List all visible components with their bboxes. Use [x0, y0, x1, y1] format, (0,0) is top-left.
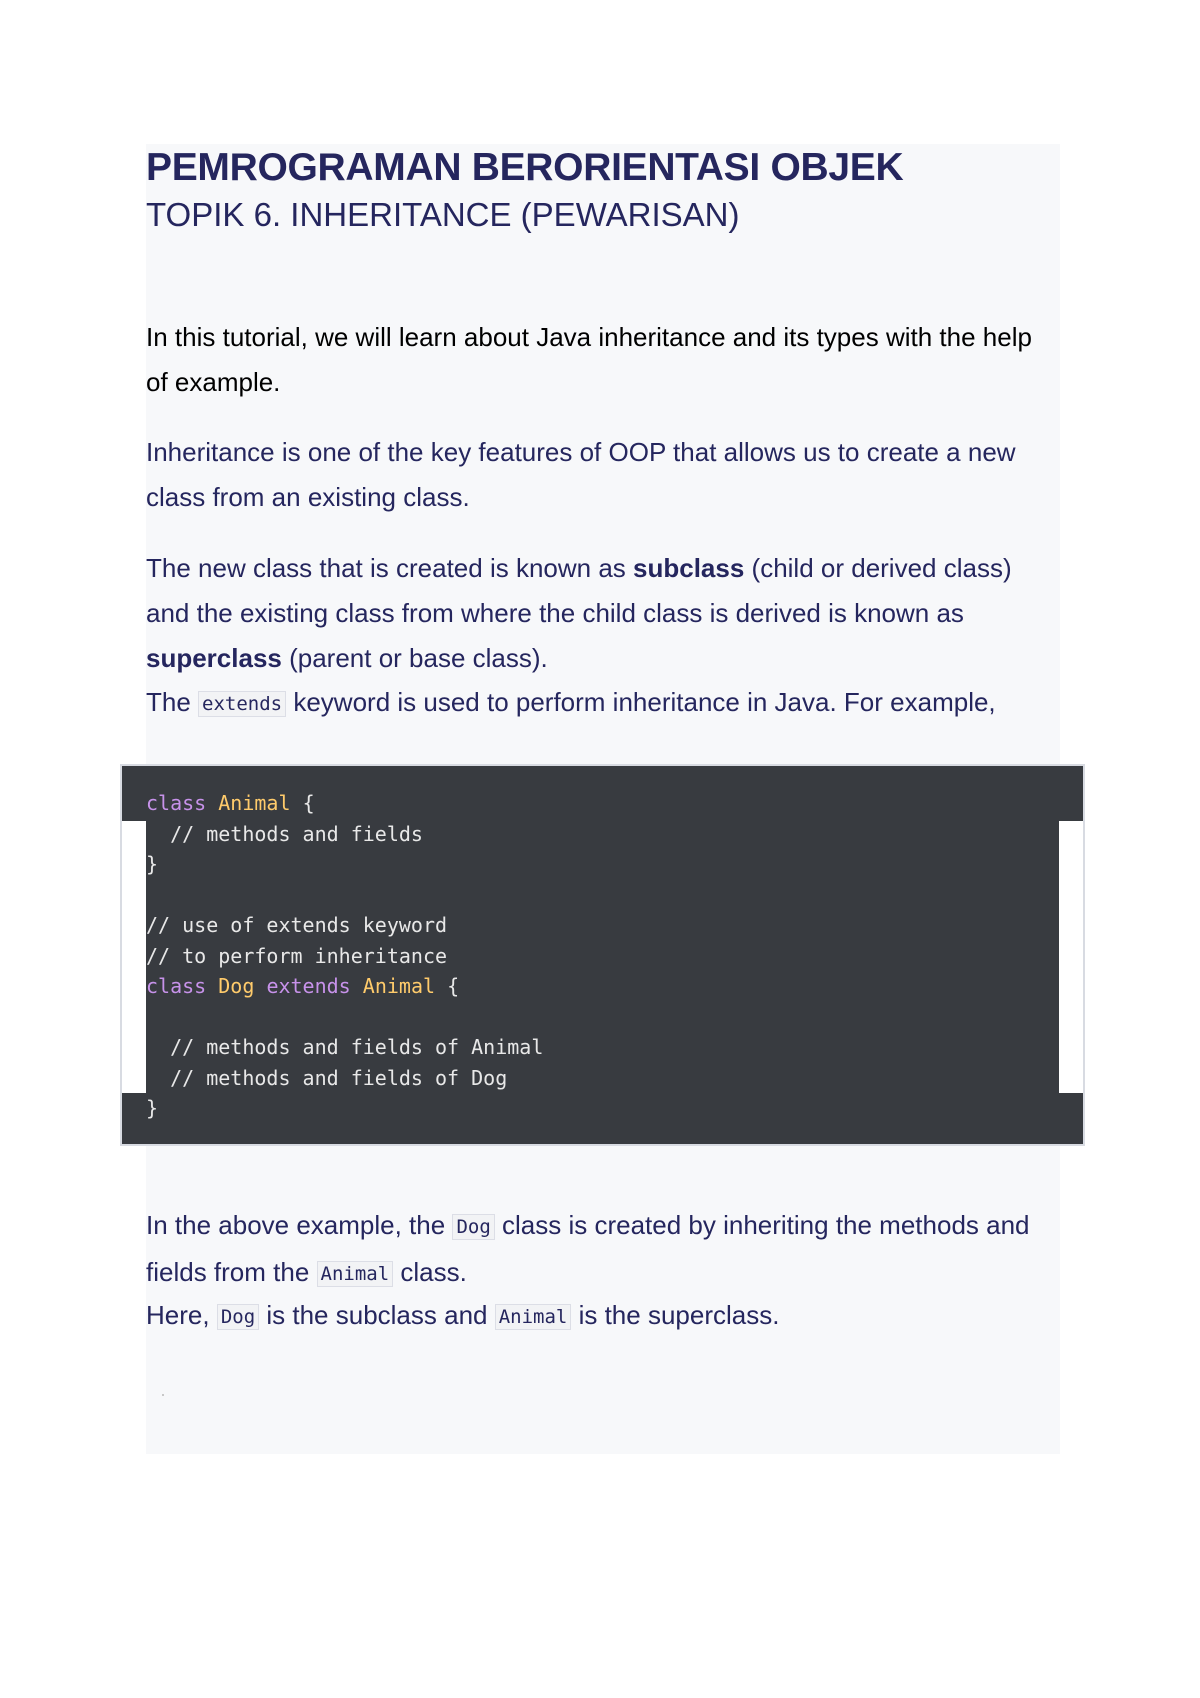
code-block-right-margin — [1059, 821, 1083, 1093]
subclass-text-2: (child or derived class) and the existing class from where the child class is derived is known as — [146, 553, 1012, 628]
code-class-name: Animal — [218, 791, 291, 815]
code-keyword: extends — [266, 974, 351, 998]
code-brace: } — [146, 1096, 159, 1120]
dog-code: Dog — [452, 1214, 494, 1240]
code-class-name: Dog — [218, 974, 255, 998]
dog-code: Dog — [217, 1304, 259, 1330]
stray-dot — [162, 1394, 164, 1396]
intro-paragraph: In this tutorial, we will learn about Java inheritance and its types with the help of example. — [146, 322, 1032, 397]
code-block-left-margin — [122, 821, 146, 1093]
code-block — [120, 764, 1085, 1146]
summary-text-1: Here, — [146, 1300, 217, 1330]
code-keyword: class — [146, 791, 207, 815]
extends-paragraph — [146, 680, 996, 727]
explain-text-3: class. — [393, 1257, 467, 1287]
code-keyword: class — [146, 974, 207, 998]
summary-text-2: is the subclass and — [259, 1300, 495, 1330]
explanation-paragraph — [146, 1203, 1046, 1297]
code-class-name: Animal — [362, 974, 436, 998]
superclass-term: superclass — [146, 643, 282, 673]
code-comment: // to perform inheritance — [146, 943, 448, 968]
explain-text-1: In the above example, the — [146, 1210, 453, 1240]
explain-text-2: class is created by inheriting the methods and fields from the — [146, 1210, 1030, 1287]
document-title: PEMROGRAMAN BERORIENTASI OBJEK — [146, 146, 904, 189]
code-brace: { — [447, 974, 460, 998]
code-listing — [146, 788, 543, 1124]
extends-keyword-code: extends — [198, 691, 286, 717]
summary-text-3: is the superclass. — [571, 1300, 780, 1330]
code-brace: } — [146, 852, 159, 876]
animal-code: Animal — [317, 1261, 394, 1287]
subclass-term: subclass — [633, 553, 745, 583]
code-comment: // use of extends keyword — [146, 913, 448, 937]
code-comment: // methods and fields — [146, 821, 423, 846]
animal-code: Animal — [495, 1304, 572, 1330]
subclass-text-1: The new class that is created is known as — [146, 553, 634, 583]
document-subtitle: TOPIK 6. INHERITANCE (PEWARISAN) — [146, 196, 740, 233]
extends-text-1: The — [146, 687, 199, 717]
code-comment: // methods and fields of Animal — [146, 1035, 544, 1059]
subclass-paragraph — [146, 546, 1062, 681]
summary-paragraph — [146, 1293, 779, 1340]
code-brace: { — [302, 791, 315, 815]
definition-paragraph: Inheritance is one of the key features of OOP that allows us to create a new class from an existing class. — [146, 437, 1016, 512]
extends-text-2: keyword is used to perform inheritance in Java. For example, — [286, 687, 996, 717]
subclass-text-3: (parent or base class). — [281, 643, 548, 673]
code-comment: // methods and fields of Dog — [146, 1065, 508, 1090]
